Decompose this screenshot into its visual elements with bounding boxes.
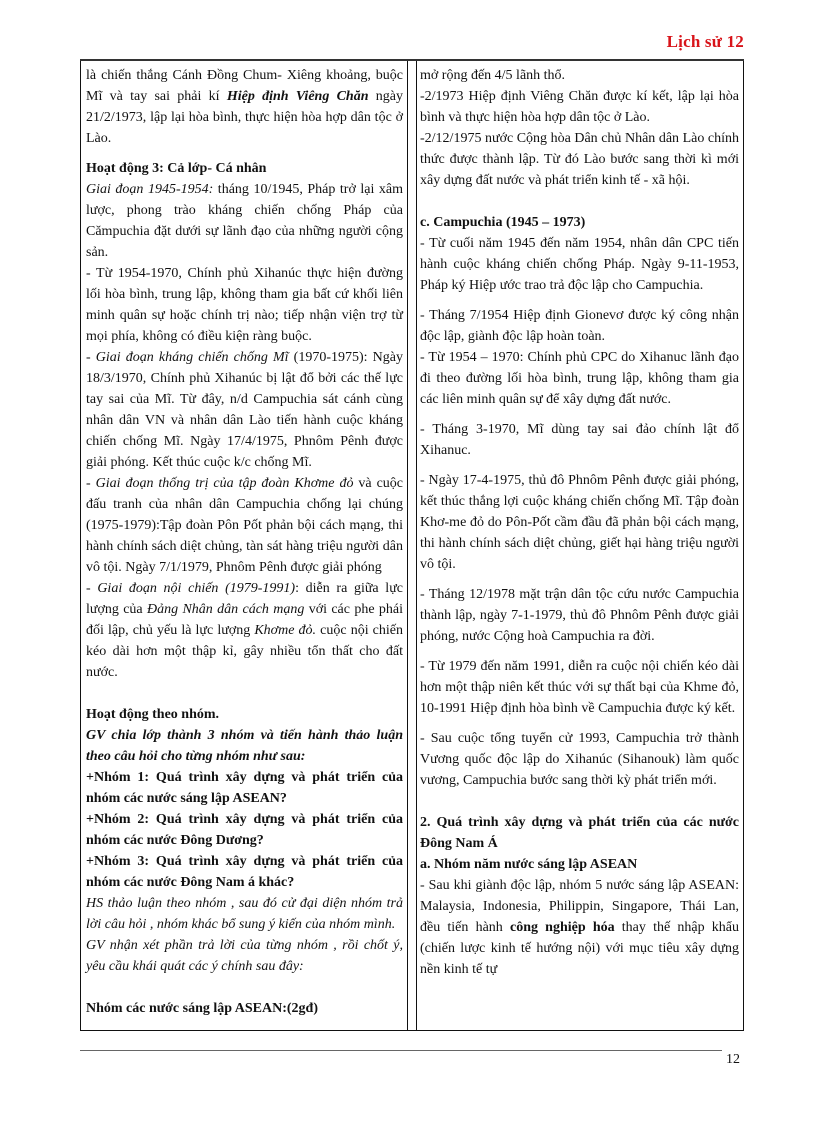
- period1-label: Giai đoạn 1945-1954:: [86, 182, 214, 197]
- group3-question: +Nhóm 3: Quá trình xây dựng và phát triển của nhóm các nước Đông Nam á khác?: [86, 854, 403, 890]
- period2-label: - Giai đoạn kháng chiến chống Mĩ: [86, 350, 289, 365]
- section2-heading: 2. Quá trình xây dựng và phát triển của các nước Đông Nam Á: [420, 815, 739, 851]
- laos-victory-text: là chiến thắng Cánh Đồng Chum- Xiêng khoảng, buộc Mĩ và tay sai phải kí: [86, 68, 403, 104]
- period4-paragraph: [86, 578, 403, 683]
- campuchia-point-1: - Từ cuối năm 1945 đến năm 1954, nhân dân CPC tiến hành cuộc kháng chiến chống Pháp. Ngày 9-11-1953, Pháp ký Hiệp ước trao trả độc lập cho Campuchia.: [420, 236, 739, 293]
- industrialization-term: công nghiệp hóa: [509, 920, 615, 935]
- asean-founders-heading: Nhóm các nước sáng lập ASEAN:(2gđ): [86, 1001, 319, 1016]
- subject-title: Lịch sử 12: [666, 32, 744, 51]
- gv-conclusion: GV nhận xét phần trả lời của từng nhóm , rồi chốt ý, yêu cầu khái quát các ý chính sau đây:: [86, 938, 403, 974]
- period4-label: - Giai đoạn nội chiến (1979-1991): [86, 581, 296, 596]
- teacher-activity-column: [81, 61, 408, 1030]
- period3-text: và cuộc đấu tranh của nhân dân Campuchia chống lại chúng (1975-1979):Tập đoàn Pôn Pốt phản bội cách mạng, thi hành chính sách diệt chủng, tàn sát hàng triệu người dân vô tội. Ngày 7/1/1979, Phnôm Pênh được giải phóng: [86, 476, 403, 575]
- section2a-heading: a. Nhóm năm nước sáng lập ASEAN: [420, 857, 638, 872]
- gv-instruction: GV chia lớp thành 3 nhóm và tiến hành thảo luận theo câu hỏi cho từng nhóm như sau:: [86, 728, 403, 764]
- period2-text: (1970-1975): Ngày 18/3/1970, Chính phủ Xihanúc bị lật đổ bởi các thế lực tay sai của Mĩ. Từ đây, n/d Campuchia sát cánh cùng nhân dân VN và nhân dân Lào tiến hành cuộc kháng chiến chống Mĩ. Ngày 17/4/1975, Phnôm Pênh được giải phóng. Kết thúc cuộc k/c chống Mĩ.: [86, 350, 403, 470]
- period4-text-c: cuộc nội chiến kéo dài hơn một thập kỉ, gây nhiều tổn thất cho đất nước.: [86, 623, 403, 680]
- content-column: [416, 61, 743, 1030]
- campuchia-point-3: - Từ 1954 – 1970: Chính phủ CPC do Xihanuc lãnh đạo đi theo đường lối hòa bình, trung lập, không tham gia các liên minh quân sự để xây dựng đất nước.: [420, 350, 739, 407]
- hs-discussion: HS thảo luận theo nhóm , sau đó cử đại diện nhóm trả lời câu hỏi , nhóm khác bổ sung ý kiến của nhóm mình.: [86, 896, 403, 932]
- campuchia-point-2: - Tháng 7/1954 Hiệp định Gionevơ được ký công nhận độc lập, giành độc lập hoàn toàn.: [420, 308, 739, 344]
- period2-paragraph: [86, 347, 403, 473]
- period4-party1: Đảng Nhân dân cách mạng: [147, 602, 305, 617]
- asean-text-b: thay thế nhập khẩu (chiến lược kinh tế hướng nội) với mục tiêu xây dựng nền kinh tế tự: [420, 920, 739, 977]
- campuchia-heading: c. Campuchia (1945 – 1973): [420, 215, 586, 230]
- campuchia-point-7: - Từ 1979 đến năm 1991, diễn ra cuộc nội chiến kéo dài hơn một thập niên kết thúc với sự thất bại của Khme đỏ, 10-1991 Hiệp định hòa bình về Campuchia được ký kết.: [420, 659, 739, 716]
- period3-label: - Giai đoạn thống trị của tập đoàn Khơme đỏ: [86, 476, 354, 491]
- lesson-table: [80, 61, 744, 1031]
- activity3-title: Hoạt động 3: Cả lớp- Cá nhân: [86, 161, 267, 176]
- group2-question: +Nhóm 2: Quá trình xây dựng và phát triển của nhóm các nước Đông Dương?: [86, 812, 403, 848]
- period1-paragraph: [86, 179, 403, 263]
- campuchia-point-8: - Sau cuộc tổng tuyển cử 1993, Campuchia trở thành Vương quốc độc lập do Xihanúc (Sihanouk) làm quốc vương, Campuchia bước sang thời kỳ phát triển mới.: [420, 731, 739, 788]
- campuchia-point-4: - Tháng 3-1970, Mĩ dùng tay sai đảo chính lật đổ Xihanuc.: [420, 422, 739, 458]
- period1-text: tháng 10/1945, Pháp trở lại xâm lược, phong trào kháng chiến chống Pháp của Cămpuchia đặt dưới sự lãnh đạo của những người cộng sản.: [86, 182, 404, 260]
- page-header: [80, 30, 744, 56]
- period4-party2: Khơme đỏ.: [254, 623, 317, 638]
- period-1954-paragraph: - Từ 1954-1970, Chính phủ Xihanúc thực hiện đường lối hòa bình, trung lập, không tham gia bất cứ khối liên minh quân sự hoặc chính trị nào; tiếp nhận viện trợ từ mọi phía, không có điều kiện ràng buộc.: [86, 266, 403, 344]
- laos-1973-paragraph: -2/1973 Hiệp định Viêng Chăn được kí kết, lập lại hòa bình và thực hiện hòa hợp dân tộc ở Lào.: [420, 89, 739, 125]
- page-number: 12: [726, 1052, 740, 1067]
- period4-text-a: : diễn ra giữa lực lượng của: [86, 581, 403, 617]
- laos-1975-paragraph: -2/12/1975 nước Cộng hòa Dân chủ Nhân dân Lào chính thức được thành lập. Từ đó Lào bước sang thời kì mới xây dựng đất nước và phát triển kinh tế - xã hội.: [420, 131, 739, 188]
- campuchia-point-6: - Tháng 12/1978 mặt trận dân tộc cứu nước Campuchia thành lập, ngày 7-1-1979, thủ đô Phnôm Pênh được giải phóng, nước Cộng hoà Campuchia ra đời.: [420, 587, 739, 644]
- laos-victory-paragraph: [86, 65, 403, 149]
- period4-text-b: với các phe phái đối lập, chủ yếu là lực lượng: [86, 602, 403, 638]
- asean-text-a: - Sau khi giành độc lập, nhóm 5 nước sáng lập ASEAN: Malaysia, Indonesia, Philippin, Singapore, Thái Lan, đều tiến hành: [420, 878, 739, 935]
- laos-continuation: mở rộng đến 4/5 lãnh thổ.: [420, 68, 566, 83]
- footer-divider: [80, 1050, 722, 1051]
- laos-victory-text-rest: ngày 21/2/1973, lập lại hòa bình, thực hiện hòa hợp dân tộc ở Lào.: [86, 89, 404, 146]
- campuchia-point-5: - Ngày 17-4-1975, thủ đô Phnôm Pênh được giải phóng, kết thúc thắng lợi cuộc kháng chiến chống Mĩ. Tập đoàn Khơ-me đỏ do Pôn-Pốt cầm đầu đã phản bội cách mạng, thi hành chính sách diệt chủng, giết hại hàng triệu người vô tội.: [420, 473, 739, 572]
- asean-paragraph: [420, 875, 739, 980]
- group-activity-title: Hoạt động theo nhóm.: [86, 707, 220, 722]
- group1-question: +Nhóm 1: Quá trình xây dựng và phát triển của nhóm các nước sáng lập ASEAN?: [86, 770, 403, 806]
- vientiane-treaty-label: Hiệp định Viêng Chăn: [226, 89, 369, 104]
- period3-paragraph: [86, 473, 403, 578]
